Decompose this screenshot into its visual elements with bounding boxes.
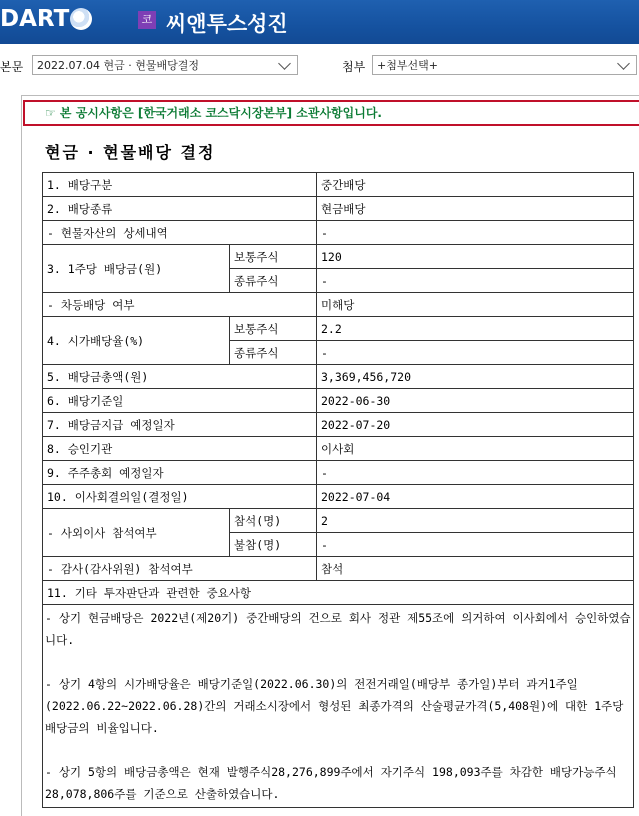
chevron-down-icon	[617, 57, 630, 70]
row-sublabel: 보통주식	[230, 317, 317, 341]
row-value: 2022-06-30	[317, 389, 634, 413]
table-row	[43, 293, 634, 317]
row-label: 10. 이사회결의일(결정일)	[43, 485, 317, 509]
table-row	[43, 509, 634, 533]
table-row	[43, 413, 634, 437]
row-value: -	[317, 341, 634, 365]
row-label: 7. 배당금지급 예정일자	[43, 413, 317, 437]
remark-paragraph: - 상기 현금배당은 2022년(제20기) 중간배당의 건으로 회사 정관 제55조에 의거하여 이사회에서 승인하였습니다.	[45, 611, 631, 647]
table-row	[43, 173, 634, 197]
table-row	[43, 389, 634, 413]
row-label: 3. 1주당 배당금(원)	[43, 245, 230, 293]
body-label: 본문	[0, 60, 24, 74]
row-value: 이사회	[317, 437, 634, 461]
row-value: -	[317, 221, 634, 245]
logo-text: DART	[0, 6, 70, 32]
row-label: 2. 배당종류	[43, 197, 317, 221]
row-sublabel: 보통주식	[230, 245, 317, 269]
table-row	[43, 461, 634, 485]
dart-logo[interactable]	[0, 6, 92, 32]
row-label: 6. 배당기준일	[43, 389, 317, 413]
row-value: 2022-07-04	[317, 485, 634, 509]
row-value: -	[317, 269, 634, 293]
attach-select[interactable]	[372, 55, 637, 75]
table-row	[43, 605, 634, 808]
row-sublabel: 종류주식	[230, 269, 317, 293]
table-row	[43, 365, 634, 389]
remark-paragraph: - 상기 5항의 배당금총액은 현재 발행주식28,276,899주에서 자기주식 198,093주를 차감한 배당가능주식 28,078,806주를 기준으로 산출하였습니다.	[45, 765, 617, 801]
row-label: - 차등배당 여부	[43, 293, 317, 317]
table-row	[43, 317, 634, 341]
row-value: -	[317, 533, 634, 557]
row-label: - 사외이사 참석여부	[43, 509, 230, 557]
row-value: 120	[317, 245, 634, 269]
row-label: 9. 주주총회 예정일자	[43, 461, 317, 485]
row-value: -	[317, 461, 634, 485]
page-title: 현금 · 현물배당 결정	[45, 143, 216, 162]
remarks-cell	[43, 605, 634, 808]
chevron-down-icon	[278, 57, 291, 70]
table-row	[43, 557, 634, 581]
notice-banner: ☞ 본 공시사항은 [한국거래소 코스닥시장본부] 소관사항입니다.	[23, 100, 639, 126]
attach-select-value: +첨부선택+	[377, 59, 438, 72]
remark-paragraph: - 상기 4항의 시가배당율은 배당기준일(2022.06.30)의 전전거래일(배당부 종가일)부터 과거1주일(2022.06.22~2022.06.28)간의 거래소시장에서 형성된 최종가격의 산술평균가격(5,408원)에 대한 1주당 배당금의 비율입니다.	[45, 677, 624, 735]
table-row	[43, 197, 634, 221]
row-sublabel: 종류주식	[230, 341, 317, 365]
row-value: 2	[317, 509, 634, 533]
row-value: 현금배당	[317, 197, 634, 221]
row-value: 2022-07-20	[317, 413, 634, 437]
row-label: 4. 시가배당율(%)	[43, 317, 230, 365]
row-label: 8. 승인기관	[43, 437, 317, 461]
table-row	[43, 437, 634, 461]
row-label: - 감사(감사위원) 참석여부	[43, 557, 317, 581]
company-name: 씨앤투스성진	[166, 12, 288, 36]
table-row	[43, 221, 634, 245]
row-sublabel: 불참(명)	[230, 533, 317, 557]
table-row	[43, 245, 634, 269]
body-select[interactable]	[32, 55, 298, 75]
row-label: 1. 배당구분	[43, 173, 317, 197]
row-label: - 현물자산의 상세내역	[43, 221, 317, 245]
logo-globe-icon	[70, 8, 92, 30]
row-label: 5. 배당금총액(원)	[43, 365, 317, 389]
row-label: 11. 기타 투자판단과 관련한 중요사항	[43, 581, 634, 605]
table-row	[43, 485, 634, 509]
attach-label: 첨부	[342, 60, 366, 74]
row-value: 2.2	[317, 317, 634, 341]
row-value: 중간배당	[317, 173, 634, 197]
row-sublabel: 참석(명)	[230, 509, 317, 533]
row-value: 3,369,456,720	[317, 365, 634, 389]
row-value: 참석	[317, 557, 634, 581]
dividend-table	[42, 172, 634, 808]
kosdaq-badge: 코	[138, 11, 156, 29]
row-value: 미해당	[317, 293, 634, 317]
table-row	[43, 581, 634, 605]
body-select-value: 2022.07.04 현금 · 현물배당결정	[37, 59, 199, 72]
header-bar	[0, 0, 639, 44]
